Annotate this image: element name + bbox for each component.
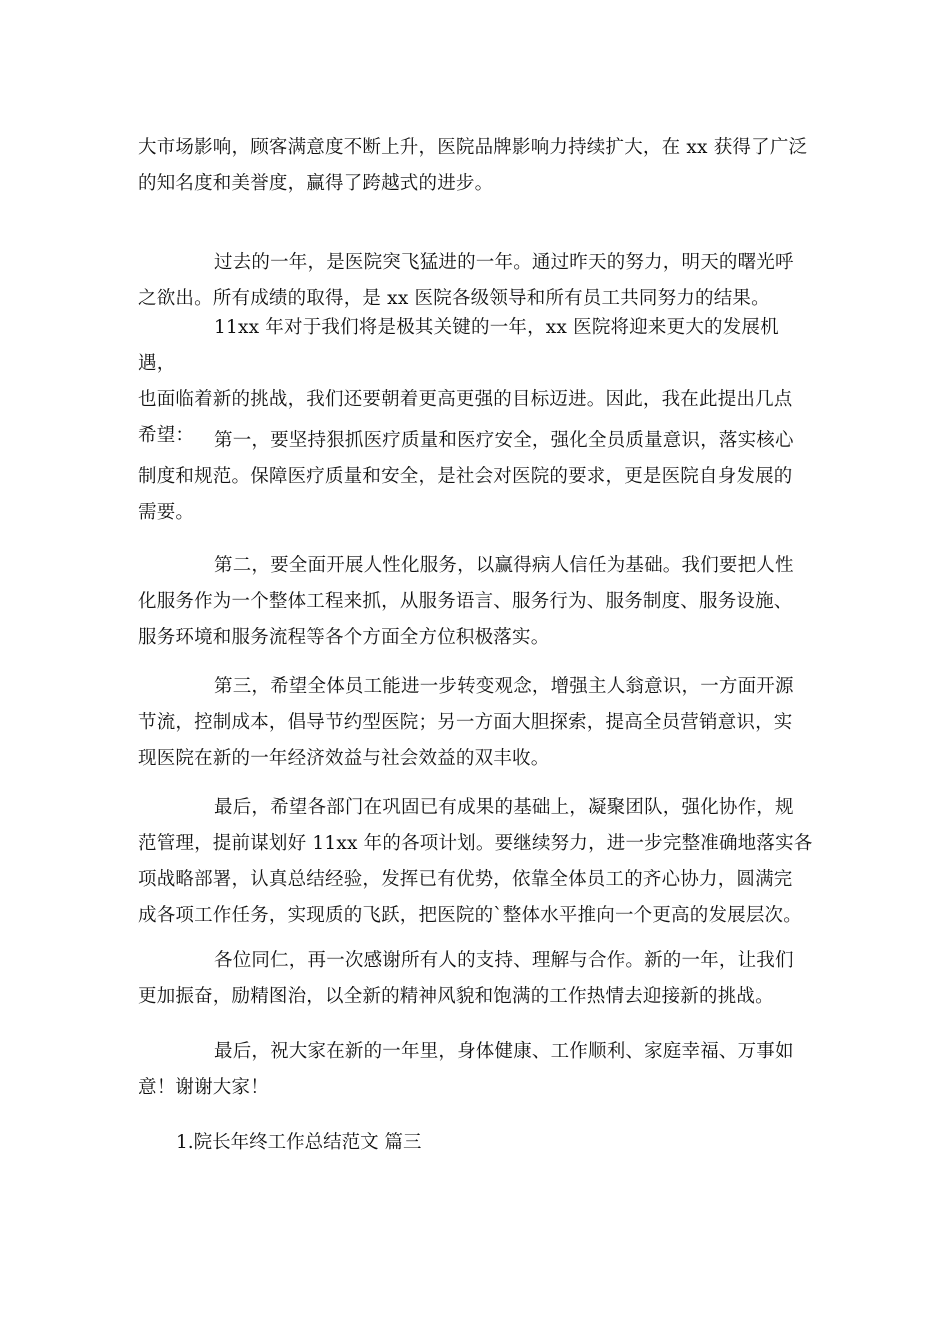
paragraph-market-impact: 大市场影响，顾客满意度不断上升，医院品牌影响力持续扩大，在 xx 获得了广泛 的知名度和美誉度，赢得了跨越式的进步。 [138, 137, 808, 194]
paragraph-second-point: 第二，要全面开展人性化服务，以赢得病人信任为基础。我们要把人性 化服务作为一个整体工程来抓，从服务语言、服务行为、服务制度、服务设施、 服务环境和服务流程等各个方面全方位积极落实。 [138, 555, 794, 648]
paragraph-first-point: 第一，要坚持狠抓医疗质量和医疗安全，强化全员质量意识，落实核心 制度和规范。保障医疗质量和安全，是社会对医院的要求，更是医院自身发展的 需要。 [138, 430, 794, 523]
paragraph-finally-departments: 最后，希望各部门在巩固已有成果的基础上，凝聚团队，强化协作，规 范管理，提前谋划好 11xx 年的各项计划。要继续努力，进一步完整准确地落实各 项战略部署，认真总结经验，发挥已有优势，依靠全体员工的齐心协力，圆满完 成各项工作任务，实现质的飞跃，把医院的`整体水平推向一个更高的发展层次。 [138, 797, 813, 926]
paragraph-past-year: 过去的一年，是医院突飞猛进的一年。通过昨天的努力，明天的曙光呼 之欲出。所有成绩的取得，是 xx 医院各级领导和所有员工共同努力的结果。 [138, 252, 794, 309]
paragraph-new-year-hopes: 11xx 年对于我们将是极其关键的一年，xx 医院将迎来更大的发展机遇， 也面临着新的挑战，我们还要朝着更高更强的目标迈进。因此，我在此提出几点 希望： [138, 317, 793, 446]
paragraph-third-point: 第三，希望全体员工能进一步转变观念，增强主人翁意识，一方面开源 节流，控制成本，倡导节约型医院；另一方面大胆探索，提高全员营销意识，实 现医院在新的一年经济效益与社会效益的双丰收。 [138, 676, 794, 769]
section-heading: 1.院长年终工作总结范文 篇三 [176, 1132, 422, 1153]
paragraph-thanks-colleagues: 各位同仁，再一次感谢所有人的支持、理解与合作。新的一年，让我们 更加振奋，励精图治，以全新的精神风貌和饱满的工作热情去迎接新的挑战。 [138, 950, 794, 1007]
paragraph-closing-wishes: 最后，祝大家在新的一年里，身体健康、工作顺利、家庭幸福、万事如 意！谢谢大家！ [138, 1041, 794, 1098]
